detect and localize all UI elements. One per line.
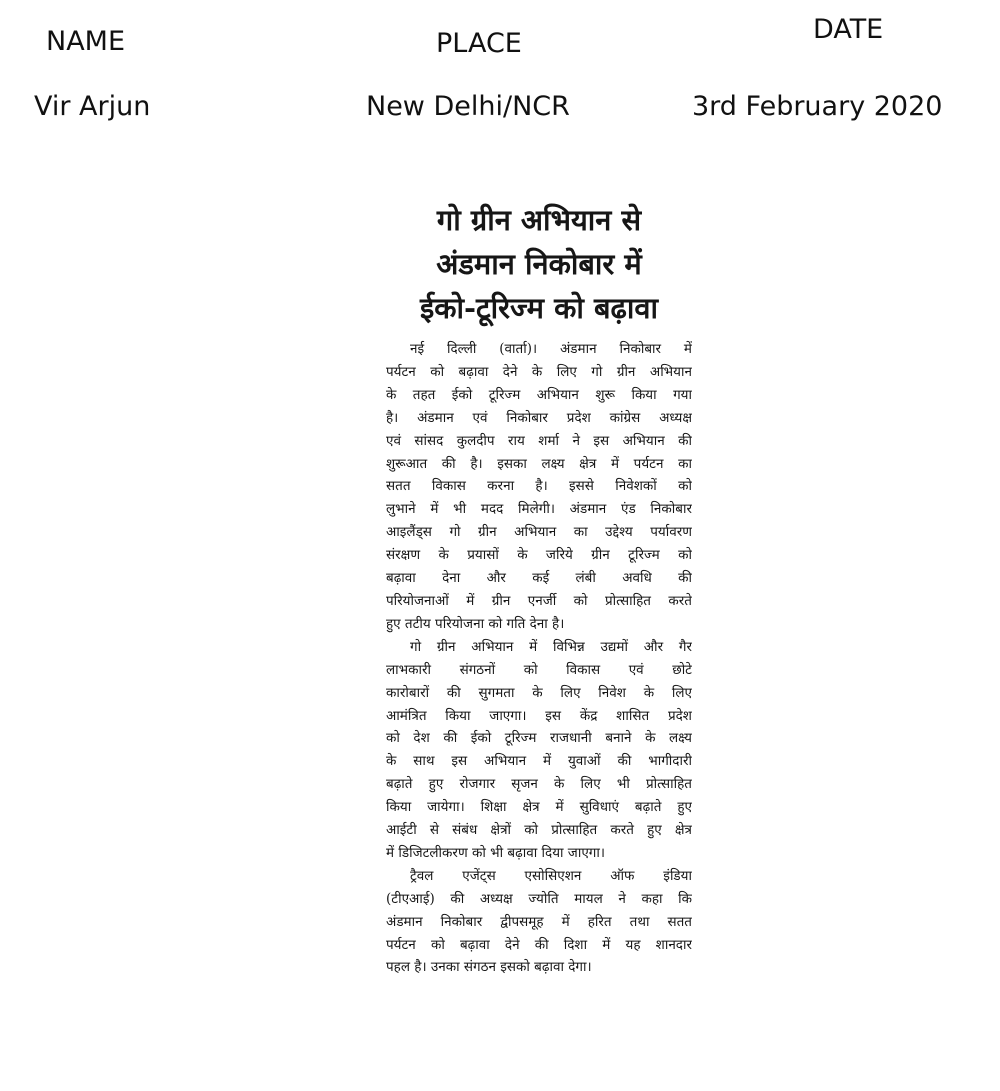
article-body [386, 338, 692, 979]
article-line: है। अंडमान एवं निकोबार प्रदेश कांग्रेस अध्यक्ष [386, 409, 692, 426]
article-line: लुभाने में भी मदद मिलेगी। अंडमान एंड निकोबार [386, 501, 692, 518]
article-line: आइलैंड्स गो ग्रीन अभियान का उद्देश्य पर्यावरण [386, 524, 692, 541]
place-label: PLACE [436, 28, 522, 59]
headline-line: गो ग्रीन अभियान से [436, 203, 642, 237]
article-line: आईटी से संबंध क्षेत्रों को प्रोत्साहित करते हुए क्षेत्र [386, 822, 692, 839]
news-clipping [386, 198, 692, 979]
article-line: के तहत ईको टूरिज्म अभियान शुरू किया गया [386, 386, 692, 403]
article-line: शुरूआत की है। इसका लक्ष्य क्षेत्र में पर्यटन का [386, 455, 692, 472]
article-line: बढ़ावा देना और कई लंबी अवधि की [386, 570, 692, 587]
place-value: New Delhi/NCR [366, 91, 570, 122]
article-line: पहल है। उनका संगठन इसको बढ़ावा देगा। [386, 959, 592, 976]
article-paragraph [386, 865, 692, 980]
article-line: में डिजिटलीकरण को भी बढ़ावा दिया जाएगा। [386, 844, 605, 861]
name-label: NAME [46, 26, 126, 57]
article-line: अंडमान निकोबार द्वीपसमूह में हरित तथा सतत [386, 913, 692, 930]
article-line: पर्यटन को बढ़ावा देने के लिए गो ग्रीन अभियान [386, 363, 692, 380]
article-paragraph [386, 636, 692, 865]
article-line: को देश की ईको टूरिज्म राजधानी बनाने के लक्ष्य [386, 730, 692, 747]
article-line: (टीएआई) की अध्यक्ष ज्योति मायल ने कहा कि [386, 890, 692, 907]
article-headline [386, 198, 692, 330]
date-value: 3rd February 2020 [692, 91, 943, 122]
article-line: संरक्षण के प्रयासों के जरिये ग्रीन टूरिज्म को [386, 547, 692, 564]
date-label: DATE [813, 14, 884, 45]
article-line: सतत विकास करना है। इससे निवेशकों को [386, 478, 692, 495]
article-line: आमंत्रित किया जाएगा। इस केंद्र शासित प्रदेश [386, 707, 692, 724]
headline-line: ईको-टूरिज्म को बढ़ावा [420, 291, 658, 325]
name-value: Vir Arjun [34, 91, 151, 122]
article-line: पर्यटन को बढ़ावा देने की दिशा में यह शानदार [386, 936, 692, 953]
article-line: बढ़ाते हुए रोजगार सृजन के लिए भी प्रोत्साहित [386, 776, 692, 793]
article-line: कारोबारों की सुगमता के लिए निवेश के लिए [386, 684, 692, 701]
article-line: परियोजनाओं में ग्रीन एनर्जी को प्रोत्साहित करते [386, 592, 692, 609]
article-line: हुए तटीय परियोजना को गति देना है। [386, 615, 565, 632]
article-line: गो ग्रीन अभियान में विभिन्न उद्यमों और गैर [410, 638, 692, 655]
article-line: लाभकारी संगठनों को विकास एवं छोटे [386, 661, 692, 678]
article-line: एवं सांसद कुलदीप राय शर्मा ने इस अभियान की [386, 432, 692, 449]
article-line: नई दिल्ली (वार्ता)। अंडमान निकोबार में [410, 341, 692, 357]
headline-line: अंडमान निकोबार में [436, 247, 642, 281]
article-line: के साथ इस अभियान में युवाओं की भागीदारी [386, 753, 692, 770]
article-line: ट्रैवल एजेंट्स एसोसिएशन ऑफ इंडिया [410, 867, 692, 884]
article-paragraph [386, 338, 692, 636]
article-line: किया जायेगा। शिक्षा क्षेत्र में सुविधाएं बढ़ाते हुए [386, 799, 692, 816]
